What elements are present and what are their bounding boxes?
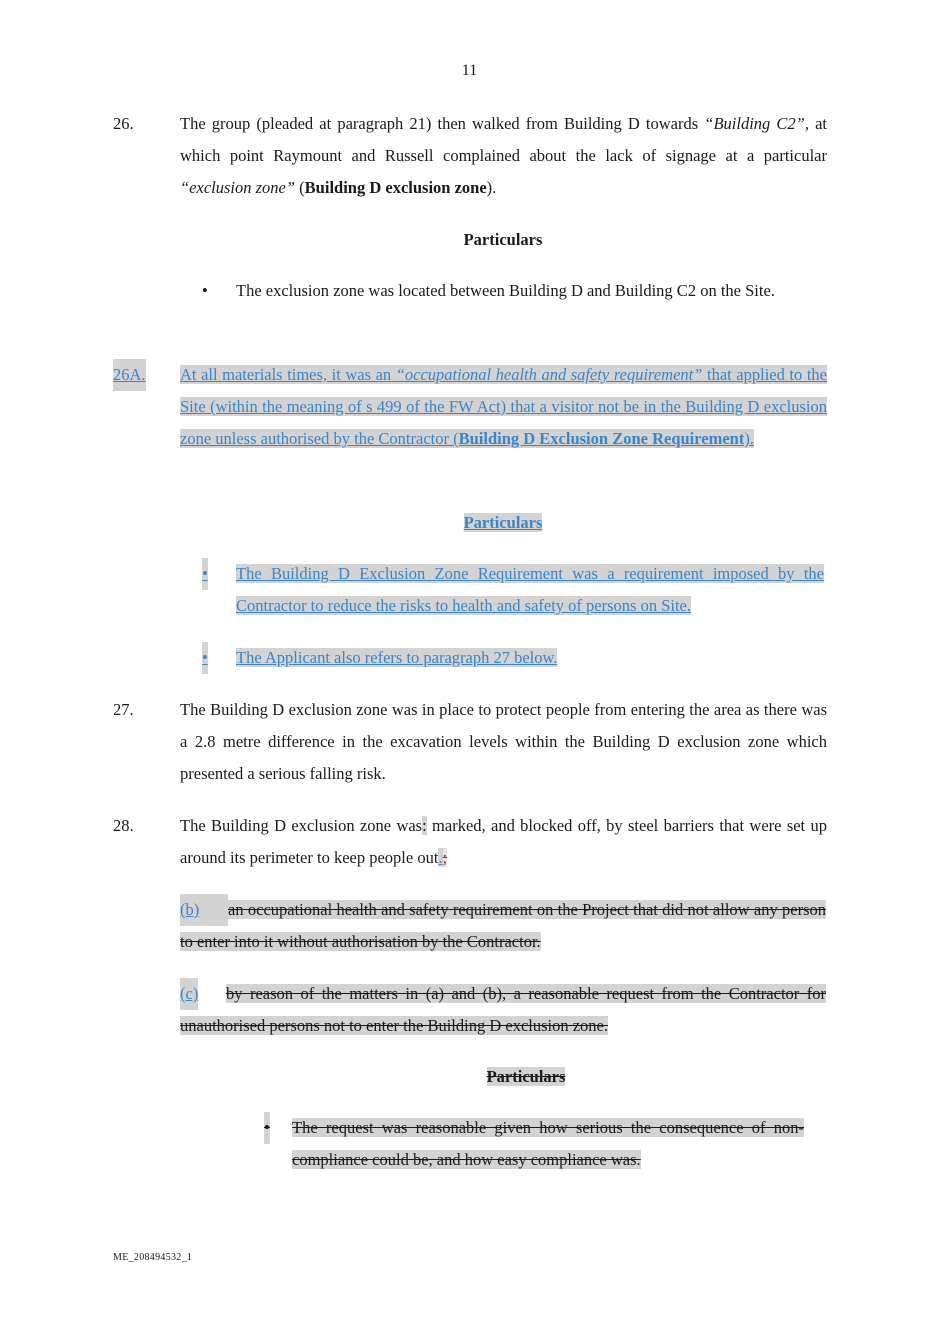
- paragraph-body: [180, 359, 827, 455]
- inserted-text: that applied to the Site (within the meaning of s 499 of the FW Act) that a visitor not be in the Building D exclusion zone unless authorised by the Contractor (: [180, 365, 827, 448]
- defined-term: Building D exclusion zone: [304, 178, 487, 197]
- document-footer-id: ME_208494532_1: [113, 1252, 193, 1263]
- particulars-bullet-inserted: [202, 642, 824, 674]
- deleted-bullet-text: The request was reasonable given how serious the consequence of non-compliance could be, and how easy compliance was.: [292, 1118, 804, 1169]
- bullet-dot: •: [202, 558, 208, 590]
- deleted-subparagraph-c: [180, 978, 826, 1042]
- particulars-bullet-deleted: [264, 1112, 804, 1176]
- deleted-heading-text: Particulars: [486, 1067, 566, 1086]
- paragraph-number: 27.: [113, 700, 134, 719]
- paragraph-26: [113, 108, 827, 204]
- paragraph-27: [113, 694, 827, 790]
- inserted-period: .: [438, 848, 443, 867]
- text-run: marked, and blocked off, by steel barriers that were set up around its perimeter to keep people out: [180, 816, 827, 867]
- inserted-text: At all materials times, it was an: [180, 365, 396, 384]
- inserted-defined-term: Building D Exclusion Zone Requirement: [458, 429, 745, 448]
- particulars-bullet-inserted: [202, 558, 824, 622]
- deleted-subparagraph-b: [180, 894, 826, 958]
- paragraph-body: [180, 810, 827, 874]
- paragraph-body: [180, 108, 827, 204]
- particulars-heading-inserted: [180, 507, 826, 539]
- inserted-italic-text: “occupational health and safety requirement”: [395, 365, 703, 384]
- text-run: The Building D exclusion zone was: [180, 816, 423, 835]
- paragraph-body: The Building D exclusion zone was in place to protect people from entering the area as there was a 2.8 metre difference in the excavation levels within the Building D exclusion zone which presented a serious falling risk.: [180, 700, 827, 783]
- bullet-dot: •: [264, 1112, 270, 1144]
- deleted-colon: :: [422, 816, 427, 835]
- particulars-heading-deleted: [226, 1061, 826, 1093]
- text-run: ).: [486, 178, 497, 197]
- paragraph-number: 26.: [113, 114, 134, 133]
- particulars-bullet: [202, 275, 820, 307]
- inserted-text: ).: [744, 429, 754, 448]
- paragraph-26a-inserted: [113, 359, 827, 455]
- italic-text: “exclusion zone”: [180, 178, 296, 197]
- bullet-text: The exclusion zone was located between Building D and Building C2 on the Site.: [236, 281, 775, 300]
- inserted-bullet-text: The Applicant also refers to paragraph 27 below.: [236, 648, 558, 667]
- subparagraph-label: (c): [180, 978, 198, 1010]
- text-run: , at which point Raymount and Russell complained about the lack of signage at a particular: [180, 114, 827, 165]
- text-run: (: [295, 178, 305, 197]
- paragraph-28: [113, 810, 827, 874]
- bullet-dot: •: [202, 642, 208, 674]
- paragraph-number: 26A.: [113, 359, 146, 391]
- deleted-semicolon: ;: [442, 848, 448, 867]
- inserted-heading-text: Particulars: [463, 513, 543, 532]
- page-number: 11: [461, 62, 478, 79]
- deleted-text: by reason of the matters in (a) and (b), a reasonable request from the Contractor for unauthorised persons not to enter the Building D exclusion zone.: [180, 984, 826, 1035]
- deleted-text: an occupational health and safety requirement on the Project that did not allow any person to enter into it without authorisation by the Contractor.: [180, 900, 826, 951]
- subparagraph-label: (b): [180, 894, 228, 926]
- italic-text: “Building C2”: [704, 114, 805, 133]
- paragraph-number: 28.: [113, 816, 134, 835]
- text-run: The group (pleaded at paragraph 21) then walked from Building D towards: [180, 114, 705, 133]
- inserted-bullet-text: The Building D Exclusion Zone Requirement was a requirement imposed by the Contractor to reduce the risks to health and safety of persons on Site.: [236, 564, 824, 615]
- bullet-dot: •: [202, 281, 208, 300]
- particulars-heading: Particulars: [463, 230, 543, 249]
